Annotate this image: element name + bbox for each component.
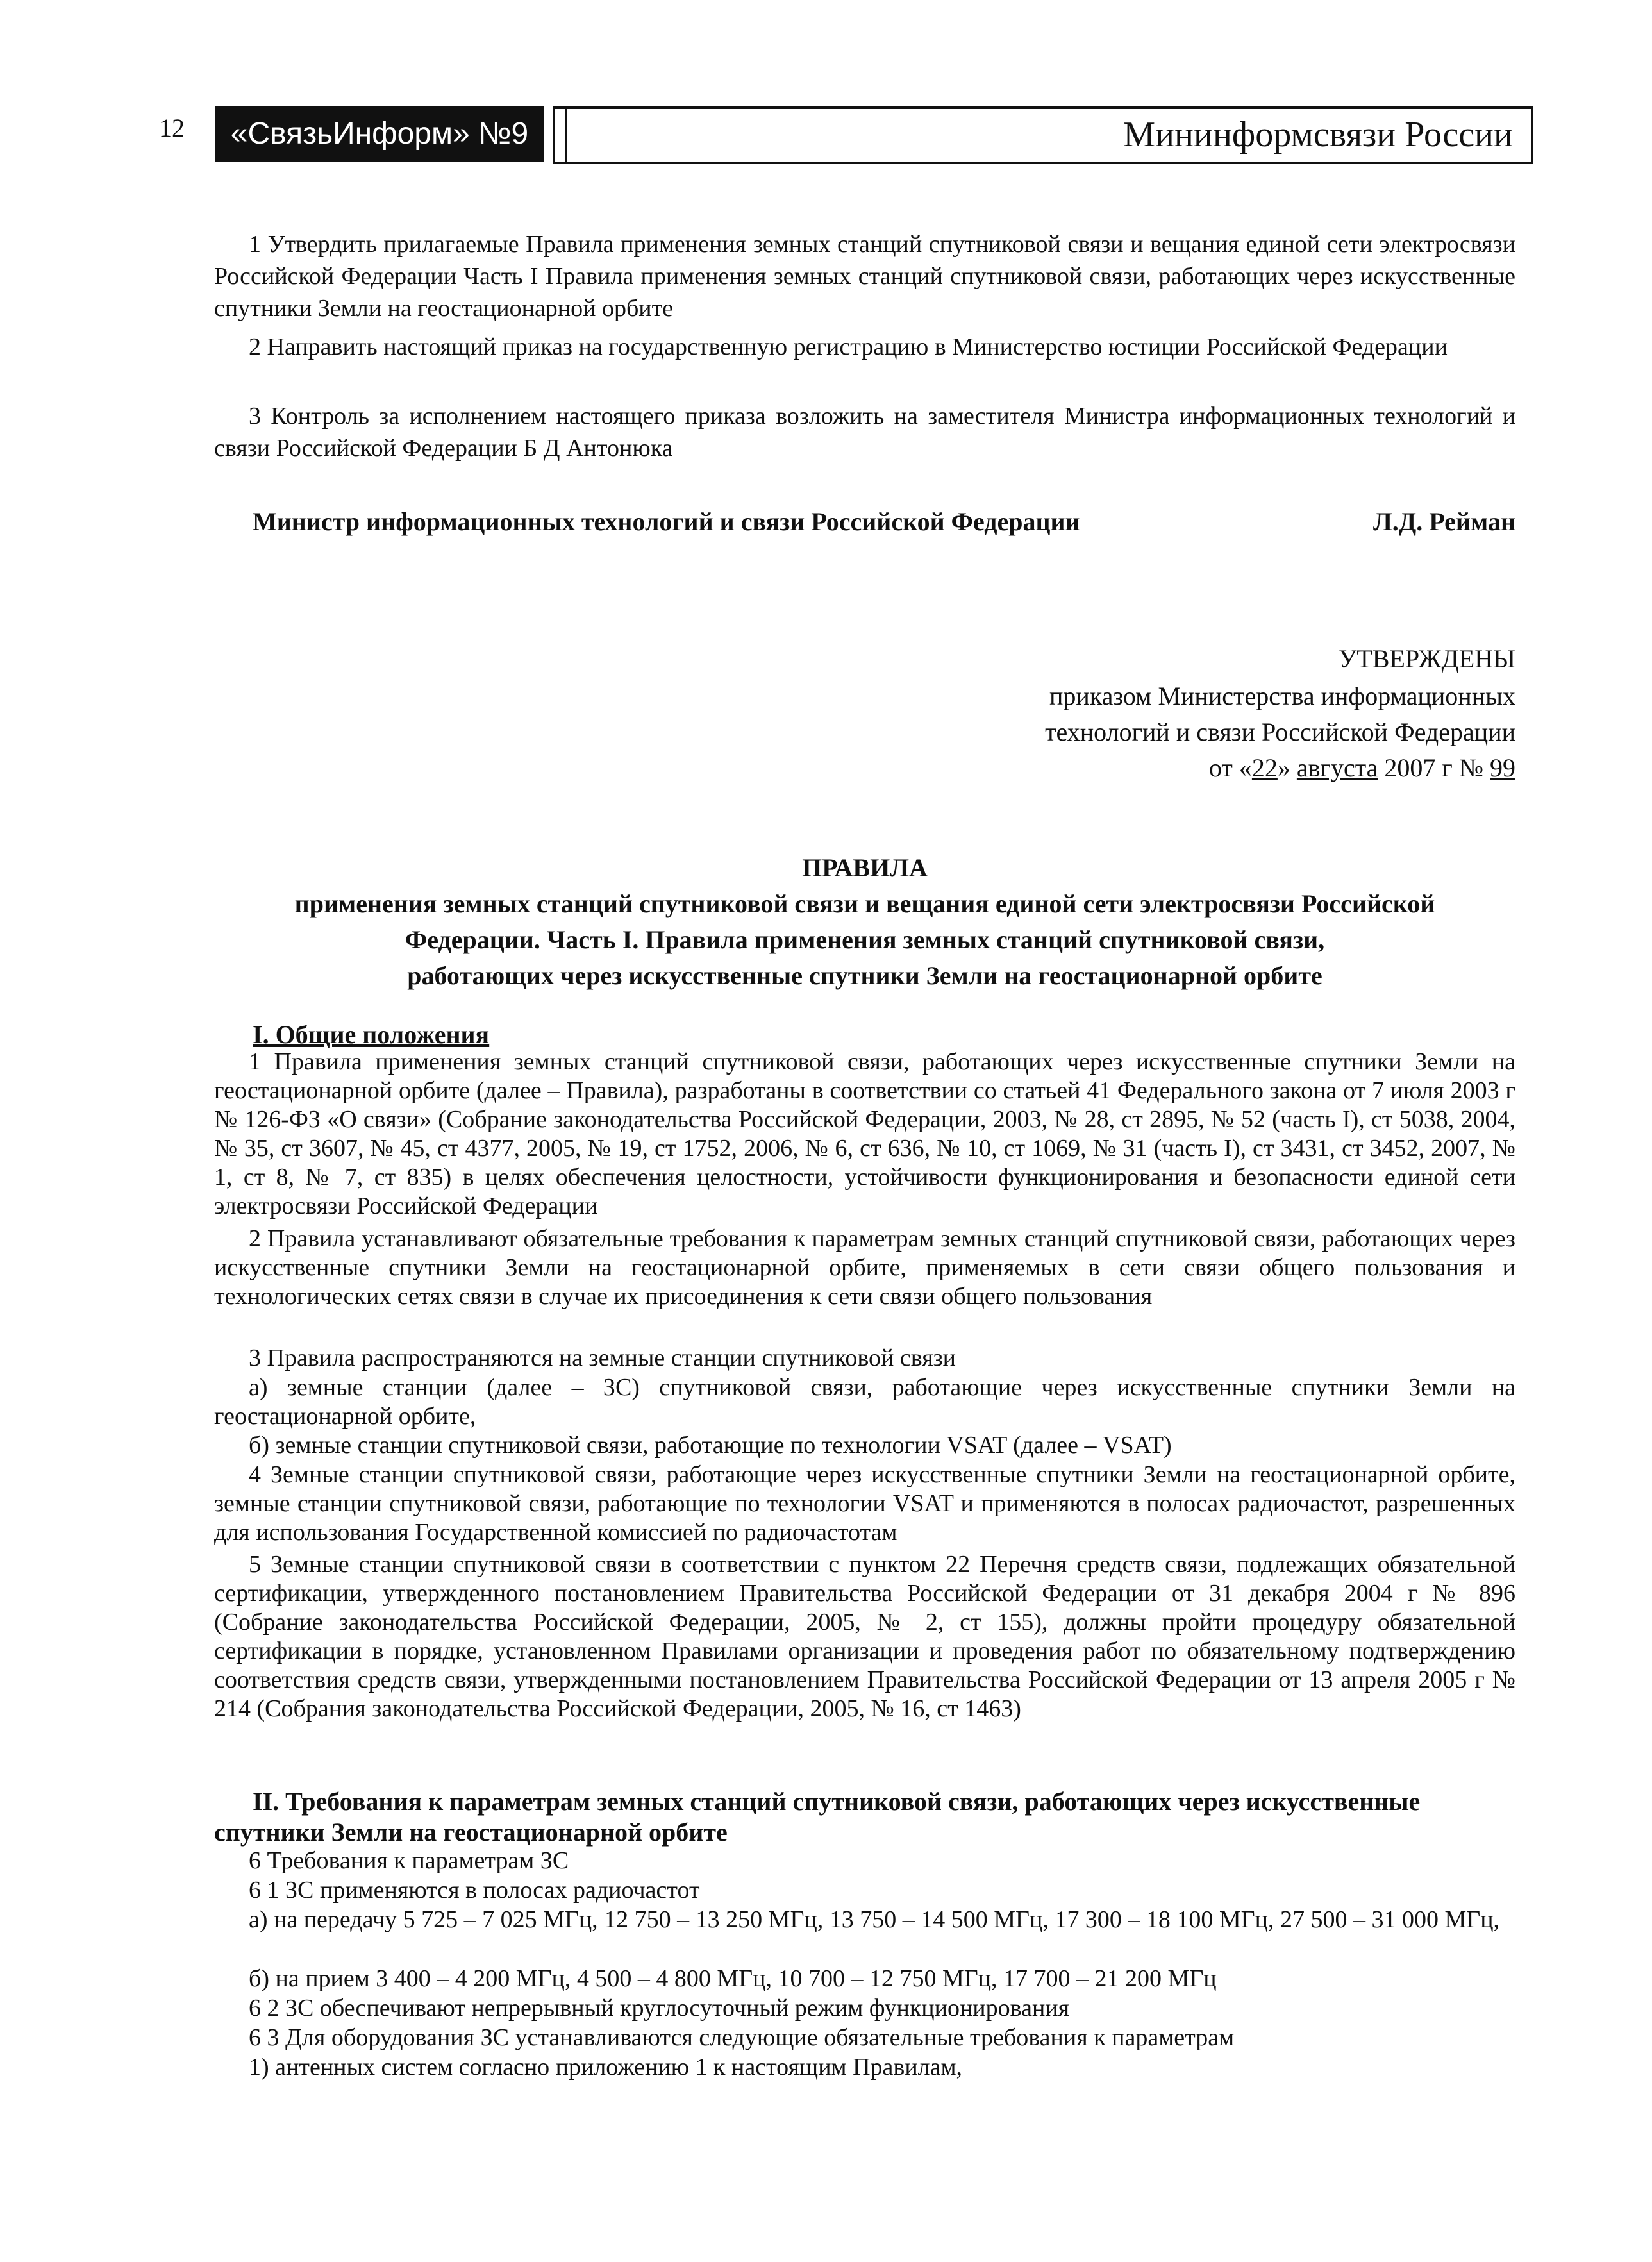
section-1-p3a: а) земные станции (далее – ЗС) спутниковой связи, работающие через искусственные спутники Земли на геостационарной орбите, [214,1374,1515,1430]
section-2-p63: 6 3 Для оборудования ЗС устанавливаются следующие обязательные требования к параметрам [249,2024,1235,2051]
section-1-p3: 3 Правила распространяются на земные станции спутниковой связи [249,1345,956,1371]
approval-date: от «22» августа 2007 г № 99 [1208,753,1515,782]
ministry-title: Мининформсвязи России [1123,115,1513,155]
section-2-p61a: а) на передачу 5 725 – 7 025 МГц, 12 750 – 13 250 МГц, 13 750 – 14 500 МГц, 17 300 – 18 100 МГц, 27 500 – 31 000 МГц, [249,1906,1500,1933]
signature-position: Министр информационных технологий и связи Российской Федерации [253,507,1080,536]
section-2-p6: 6 Требования к параметрам ЗС [249,1847,569,1874]
section-2-heading: II. Требования к параметрам земных станций спутниковой связи, работающих через искусственные спутники Земли на геостационарной орбите [214,1787,1421,1847]
section-2-p62: 6 2 ЗС обеспечивают непрерывный круглосуточный режим функционирования [249,1995,1070,2022]
rules-title-line-3: работающих через искусственные спутники Земли на геостационарной орбите [407,961,1322,990]
section-1-p5: 5 Земные станции спутниковой связи в соответствии с пунктом 22 Перечня средств связи, подлежащих обязательной сертификации, утвержденного постановлением Правительства Российской Федерации от 31 декабря 2004 г № 896 (Собрание законодательства Российской Федерации, 2005, № 2, ст 155), должны пройти процедуру обязательной сертификации в порядке, установленном Правилами организации и проведения работ по обязательному подтверждению соответствия средств связи, утвержденными постановлением Правительства Российской Федерации от 13 апреля 2005 г № 214 (Собрания законодательства Российской Федерации, 2005, № 16, ст 1463) [214,1551,1515,1722]
approval-number: 99 [1490,753,1515,782]
section-2-p63-1: 1) антенных систем согласно приложению 1 к настоящим Правилам, [249,2054,963,2081]
order-point-2: 2 Направить настоящий приказ на государственную регистрацию в Министерство юстиции Российской Федерации [249,333,1448,360]
signature-name: Л.Д. Рейман [1372,507,1515,536]
rules-title-line-2: Федерации. Часть I. Правила применения земных станций спутниковой связи, [405,925,1325,954]
section-1-p3b: б) земные станции спутниковой связи, работающие по технологии VSAT (далее – VSAT) [249,1432,1172,1459]
section-2-p61: 6 1 ЗС применяются в полосах радиочастот [249,1877,700,1904]
section-1-p4: 4 Земные станции спутниковой связи, работающие через искусственные спутники Земли на геостационарной орбите, земные станции спутниковой связи, работающие по технологии VSAT и применяются в полосах радиочастот, разрешенных для использования Государственной комиссией по радиочастотам [214,1461,1515,1546]
approval-line-1: приказом Министерства информационных [1049,682,1515,710]
section-1-p1: 1 Правила применения земных станций спутниковой связи, работающих через искусственные спутники Земли на геостационарной орбите (далее – Правила), разработаны в соответствии со статьей 41 Федерального закона от 7 июля 2003 г № 126-ФЗ «О связи» (Собрание законодательства Российской Федерации, 2003, № 28, ст 2895, № 52 (часть I), ст 5038, 2004, № 35, ст 3607, № 45, ст 4377, 2005, № 19, ст 1752, 2006, № 6, ст 636, № 10, ст 1069, № 31 (часть I), ст 3431, ст 3452, 2007, № 1, ст 8, № 7, ст 835) в целях обеспечения целостности, устойчивости функционирования и безопасности единой сети электросвязи Российской Федерации [214,1048,1515,1219]
section-1-p2: 2 Правила устанавливают обязательные требования к параметрам земных станций спутниковой связи, работающих через искусственные спутники Земли на геостационарной орбите, применяемых в сети связи общего пользования и технологических сетях связи в случае их присоединения к сети связи общего пользования [214,1225,1515,1310]
rules-heading: ПРАВИЛА [802,853,928,882]
signature-line [253,507,1515,537]
page-number: 12 [159,113,185,142]
approval-heading: УТВЕРЖДЕНЫ [1338,644,1515,673]
order-point-3: 3 Контроль за исполнением настоящего приказа возложить на заместителя Министра информационных технологий и связи Российской Федерации Б Д Антонюка [214,403,1515,462]
order-point-1: 1 Утвердить прилагаемые Правила применения земных станций спутниковой связи и вещания единой сети электросвязи Российской Федерации Часть I Правила применения земных станций спутниковой связи, работающих через искусственные спутники Земли на геостационарной орбите [214,231,1515,322]
approval-line-2: технологий и связи Российской Федерации [1045,717,1515,746]
rules-title-line-1: применения земных станций спутниковой связи и вещания единой сети электросвязи Российской [294,889,1435,918]
approval-day: 22 [1251,753,1278,782]
publication-badge: «СвязьИнформ» №9 [215,106,544,162]
approval-month: августа [1296,753,1378,782]
section-2-p61b: б) на прием 3 400 – 4 200 МГц, 4 500 – 4 800 МГц, 10 700 – 12 750 МГц, 17 700 – 21 200 МГц [249,1965,1217,1992]
header-rule [565,109,567,162]
section-1-heading: I. Общие положения [253,1020,490,1049]
header-box [553,106,1533,164]
